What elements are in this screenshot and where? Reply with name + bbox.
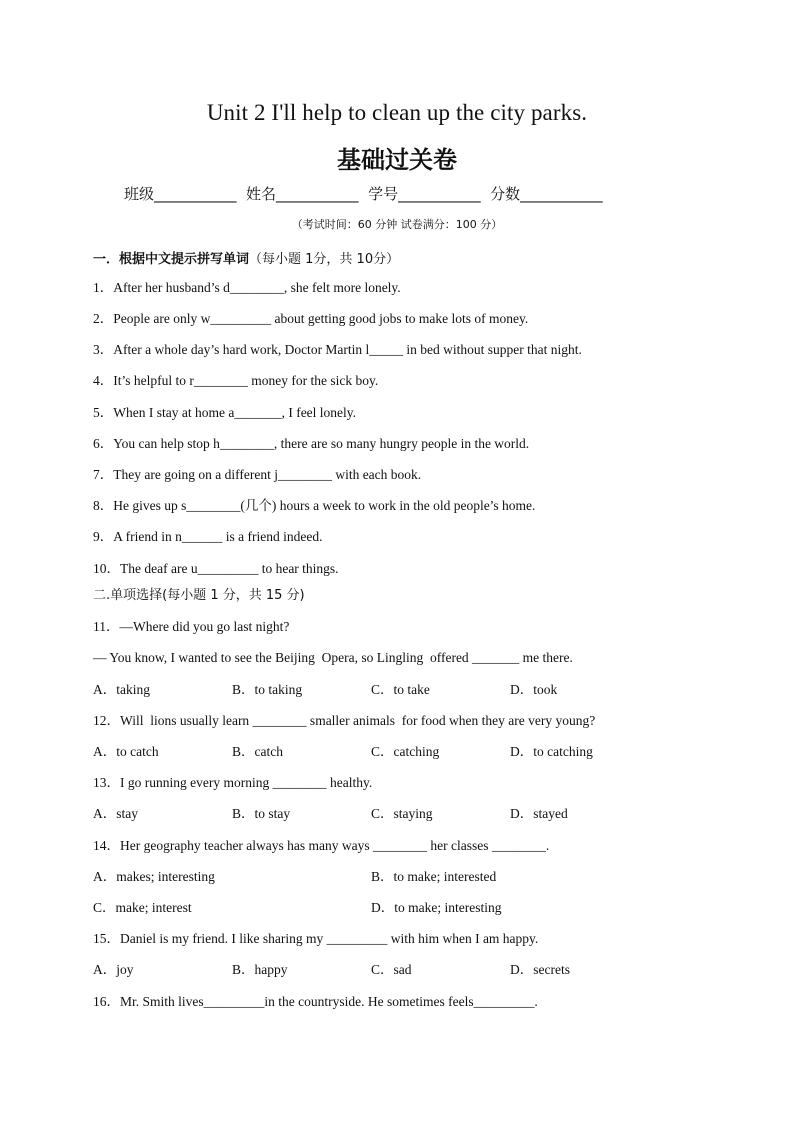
- q14-option-c: C．make; interest: [93, 900, 192, 915]
- question-13-stem: 13．I go running every morning ________ healthy.: [93, 775, 373, 790]
- exam-title: Unit 2 I'll help to clean up the city parks.: [206, 100, 588, 125]
- question-12-stem: 12．Will lions usually learn ________ smaller animals for food when they are very young?: [93, 713, 596, 728]
- student-info-line: 班级___________ 姓名___________ 学号___________ 分数___________: [124, 185, 603, 203]
- section1-heading-bold: 一．根据中文提示拼写单词: [93, 252, 250, 267]
- q13-option-a: A．stay: [93, 806, 138, 821]
- q12-option-b: B．catch: [232, 744, 283, 759]
- q11-option-b: B．to taking: [232, 682, 303, 697]
- q13-option-b: B．to stay: [232, 806, 291, 821]
- exam-subtitle: 基础过关卷: [337, 146, 457, 174]
- question-5: 5．When I stay at home a_______, I feel lonely.: [93, 405, 357, 420]
- q15-option-a: A．joy: [93, 962, 134, 977]
- question-1: 1．After her husband’s d________, she felt more lonely.: [93, 280, 401, 295]
- section1-heading: [93, 248, 399, 267]
- q12-option-a: A．to catch: [93, 744, 159, 759]
- q15-option-d: D．secrets: [510, 962, 570, 977]
- section1-heading-note: （每小题 1分，共 10分）: [249, 252, 400, 267]
- section2-heading: 二.单项选择(每小题 1 分，共 15 分): [93, 588, 305, 603]
- question-2: 2．People are only w_________ about getting good jobs to make lots of money.: [93, 311, 529, 326]
- question-6: 6．You can help stop h________, there are so many hungry people in the world.: [93, 436, 530, 451]
- question-15-stem: 15．Daniel is my friend. I like sharing my _________ with him when I am happy.: [93, 931, 539, 946]
- q14-option-a: A．makes; interesting: [93, 869, 215, 884]
- exam-time-note: （考试时间：60 分钟 试卷满分：100 分）: [291, 218, 503, 231]
- question-14-stem: 14．Her geography teacher always has many ways ________ her classes ________.: [93, 838, 550, 853]
- question-10: 10．The deaf are u_________ to hear things.: [93, 561, 339, 576]
- q11-option-c: C．to take: [371, 682, 430, 697]
- question-16-stem: 16．Mr. Smith lives_________in the countryside. He sometimes feels_________.: [93, 994, 538, 1009]
- q14-option-b: B．to make; interested: [371, 869, 497, 884]
- question-7: 7．They are going on a different j________ with each book.: [93, 467, 422, 482]
- q12-option-c: C．catching: [371, 744, 440, 759]
- question-11-stem: 11．—Where did you go last night?: [93, 619, 290, 634]
- question-3: 3．After a whole day’s hard work, Doctor Martin l_____ in bed without supper that night.: [93, 342, 582, 357]
- q15-option-c: C．sad: [371, 962, 412, 977]
- q15-option-b: B．happy: [232, 962, 288, 977]
- q12-option-d: D．to catching: [510, 744, 593, 759]
- q11-option-a: A．taking: [93, 682, 150, 697]
- question-8: 8．He gives up s________(几个) hours a week to work in the old people’s home.: [93, 498, 536, 513]
- q13-option-c: C．staying: [371, 806, 433, 821]
- q11-option-d: D．took: [510, 682, 558, 697]
- question-9: 9．A friend in n______ is a friend indeed.: [93, 529, 323, 544]
- q13-option-d: D．stayed: [510, 806, 568, 821]
- q14-option-d: D．to make; interesting: [371, 900, 502, 915]
- question-11-dialog: — You know, I wanted to see the Beijing Opera, so Lingling offered _______ me there.: [93, 650, 573, 665]
- question-4: 4．It’s helpful to r________ money for the sick boy.: [93, 373, 379, 388]
